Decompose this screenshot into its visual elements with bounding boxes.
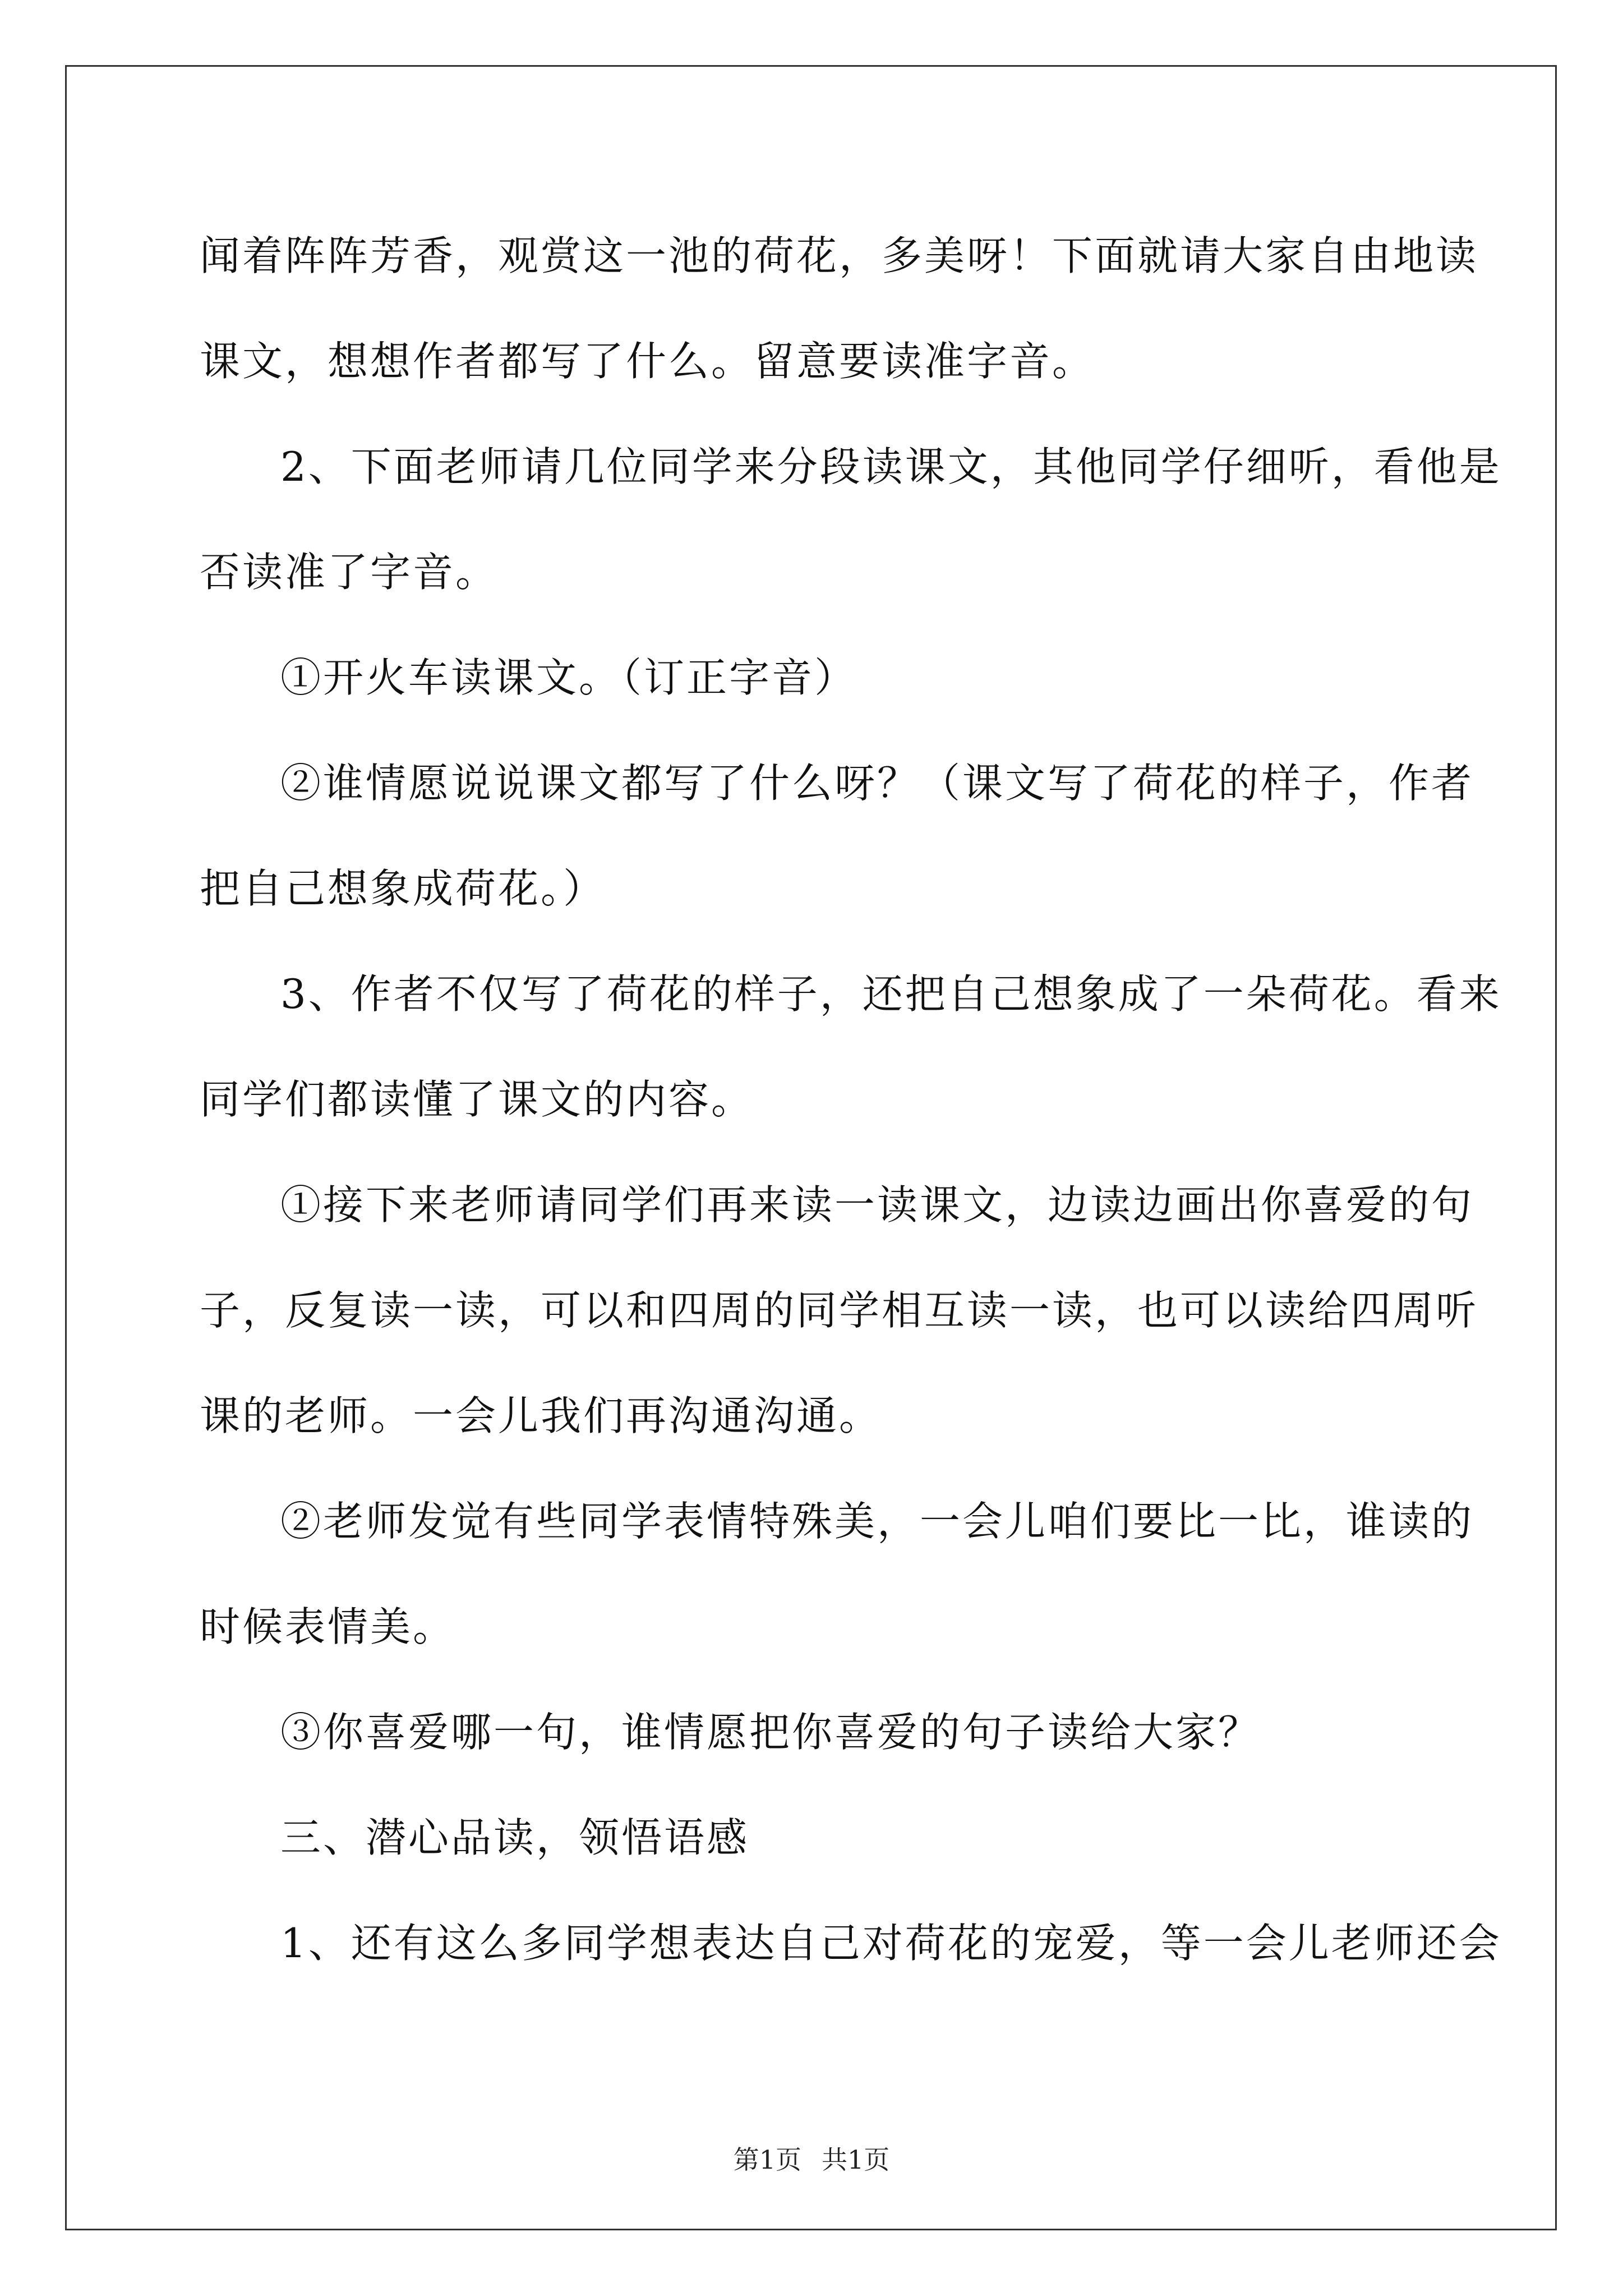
- text-line: 时候表情美。: [200, 1603, 456, 1650]
- text-line: 2、下面老师请几位同学来分段读课文，其他同学仔细听，看他是: [280, 443, 1502, 490]
- text-line: ①开火车读课文。（订正字音）: [280, 654, 857, 701]
- text-line: 把自己想象成荷花。）: [200, 865, 606, 912]
- text-line: ①接下来老师请同学们再来读一读课文，边读边画出你喜爱的句: [280, 1181, 1474, 1228]
- page-number: 第1页: [733, 2145, 801, 2175]
- text-line: ③你喜爱哪一句，谁情愿把你喜爱的句子读给大家？: [280, 1709, 1261, 1756]
- text-line: 1、还有这么多同学想表达自己对荷花的宠爱，等一会儿老师还会: [280, 1920, 1502, 1967]
- document-body: [200, 203, 1502, 1996]
- text-line: 闻着阵阵芳香，观赏这一池的荷花，多美呀！下面就请大家自由地读: [200, 232, 1479, 279]
- text-line: 课文，想想作者都写了什么。留意要读准字音。: [200, 338, 1095, 385]
- text-line: 同学们都读懂了课文的内容。: [200, 1076, 754, 1123]
- page-total: 共1页: [822, 2145, 890, 2175]
- section-heading: 三、潜心品读，领悟语感: [280, 1814, 750, 1861]
- page-footer: [0, 2143, 1623, 2177]
- text-line: ②老师发觉有些同学表情特殊美，一会儿咱们要比一比，谁读的: [280, 1498, 1474, 1545]
- text-line: 课的老师。一会儿我们再沟通沟通。: [200, 1392, 882, 1439]
- text-line: 3、作者不仅写了荷花的样子，还把自己想象成了一朵荷花。看来: [280, 970, 1502, 1018]
- text-line: ②谁情愿说说课文都写了什么呀？（课文写了荷花的样子，作者: [280, 760, 1474, 807]
- text-line: 否读准了字音。: [200, 549, 499, 596]
- text-line: 子，反复读一读，可以和四周的同学相互读一读，也可以读给四周听: [200, 1287, 1479, 1334]
